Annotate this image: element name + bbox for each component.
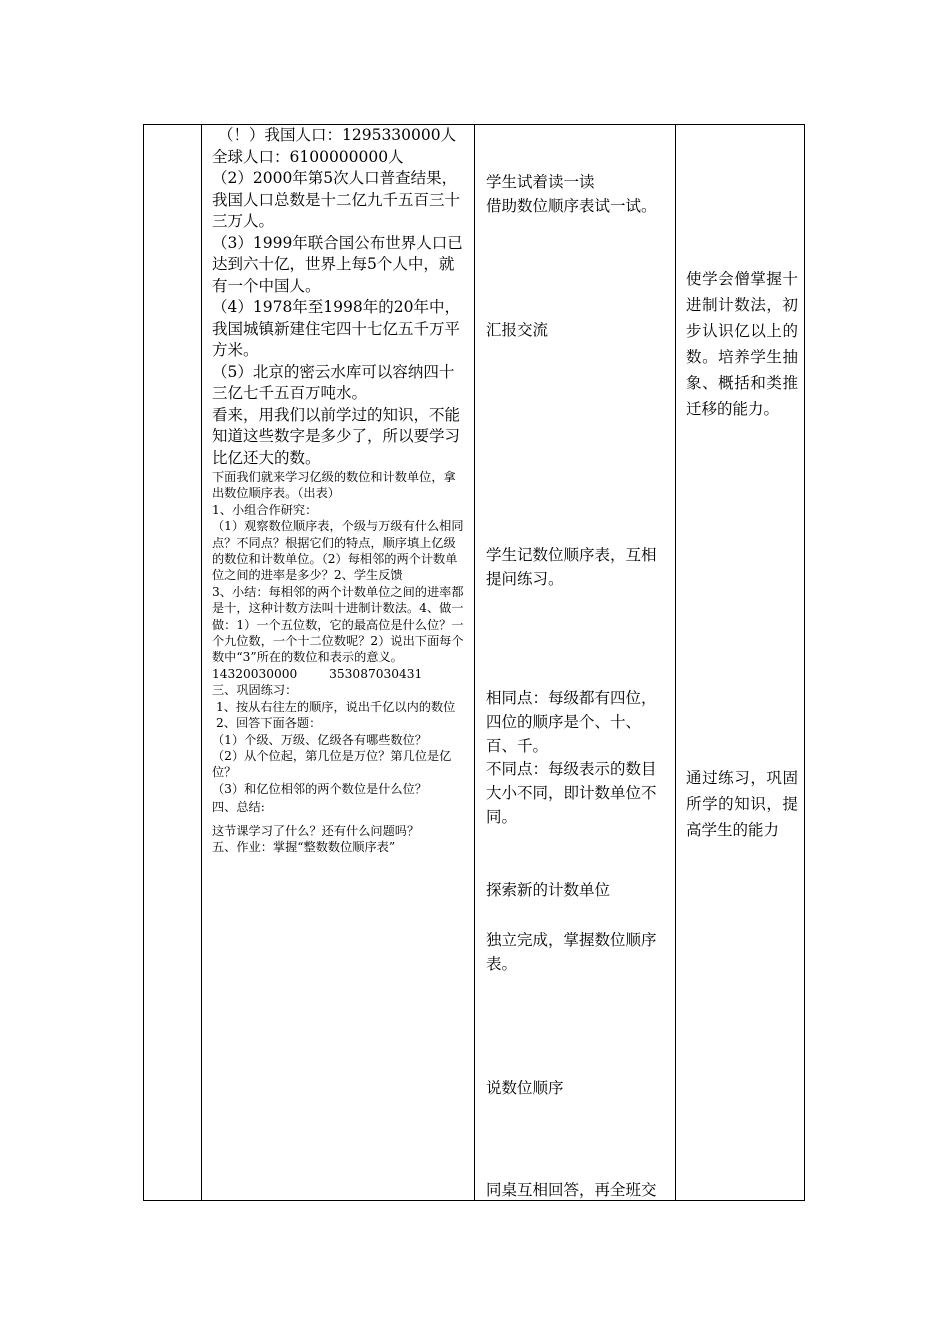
text-line: （1）个级、万级、亿级各有哪些数位？	[212, 732, 427, 747]
student-note: 学生记数位顺序表，互相提问练习。	[486, 546, 657, 588]
student-note: 相同点：每级都有四位，四位的顺序是个、十、百、千。	[486, 689, 657, 755]
text-line: 3、小结：每相邻的两个计数单位之间的进率都是十，这种计数方法叫十进制计数法。4、做一做：1）一个五位数，它的最高位是什么位？一个九位数，一个十二位数呢？2）说出下面每个数中“3”所在的数位和表示的意义。	[212, 584, 464, 665]
text-line: 全球人口：6100000000人	[212, 147, 404, 166]
text-line: （4）1978年至1998年的20年中，我国城镇新建住宅四十七亿五千万平方米。	[212, 298, 461, 359]
intent-note: 使学会僧掌握十进制计数法，初步认识亿以上的数。培养学生抽象、概括和类推迁移的能力。	[686, 270, 798, 418]
student-note: 不同点：每级表示的数目大小不同，即计数单位不同。	[486, 760, 657, 826]
text-line: 1、按从右往左的顺序，说出千亿以内的数位	[216, 699, 456, 714]
text-line: 三、巩固练习：	[212, 683, 298, 698]
text-line: （3）1999年联合国公布世界人口已达到六十亿，世界上每5个人中，就有一个中国人。	[212, 233, 463, 295]
student-note: 探索新的计数单位	[486, 881, 611, 899]
example-numbers	[212, 666, 466, 682]
student-note: 借助数位顺序表试一试。	[486, 197, 657, 215]
text-line: 1、小组合作研究：	[212, 502, 318, 517]
text-line: （2）从个位起，第几位是万位？第几位是亿位？	[212, 748, 452, 780]
intent-note: 通过练习，巩固所学的知识，提高学生的能力	[686, 769, 798, 839]
student-note: 同桌互相回答，再全班交	[486, 1181, 657, 1199]
text-line: （5）北京的密云水库可以容纳四十三亿七千五百万吨水。	[212, 362, 455, 402]
design-intent-cell	[676, 125, 804, 1200]
text-line: 四、总结:	[212, 800, 265, 815]
student-note: 说数位顺序	[486, 1079, 564, 1097]
student-note: 汇报交流	[486, 321, 549, 339]
text-line: （3）和亿位相邻的两个数位是什么位？	[212, 781, 427, 796]
student-note: 学生试着读一读	[486, 173, 595, 191]
text-line: 下面我们就来学习亿级的数位和计数单位，拿出数位顺序表。（出表）	[212, 470, 456, 501]
text-line: 看来，用我们以前学过的知识，不能知道这些数字是多少了，所以要学习比亿还大的数。	[212, 405, 461, 467]
number-a: 14320030000	[212, 666, 298, 681]
student-note: 独立完成，掌握数位顺序表。	[486, 931, 657, 973]
teacher-activity-cell	[202, 125, 474, 1200]
text-line: 2、回答下面各题：	[216, 716, 322, 731]
number-b: 353087030431	[329, 666, 423, 681]
text-line: （2）2000年第5次人口普查结果，我国人口总数是十二亿九千五百三十三万人。	[212, 169, 461, 230]
text-line: （！）我国人口：1295330000人	[218, 126, 457, 144]
text-line: 五、作业：掌握“整数数位顺序表”	[212, 839, 396, 854]
text-line: （1）观察数位顺序表，个级与万级有什么相同点？不同点？根据它们的特点，顺序填上亿级的数位和计数单位。（2）每相邻的两个计数单位之间的进率是多少？2、学生反馈	[212, 519, 464, 583]
student-activity-cell	[475, 125, 675, 1200]
lesson-plan-table	[143, 124, 805, 1201]
text-line: 这节课学习了什么？还有什么问题吗？	[212, 823, 420, 838]
